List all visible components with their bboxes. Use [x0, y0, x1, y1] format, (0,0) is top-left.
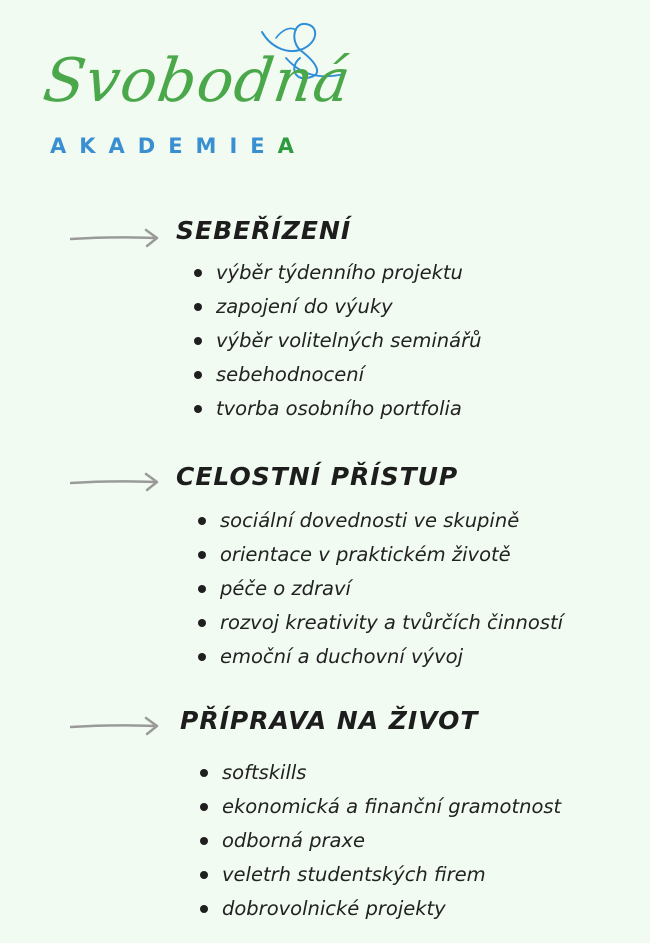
list-item	[194, 358, 481, 392]
list-item-text: odborná praxe	[222, 829, 366, 852]
logo	[0, 0, 380, 170]
list-item	[198, 504, 563, 538]
logo-akademie-green: A	[277, 134, 307, 158]
list-item	[194, 324, 481, 358]
list-item-text: veletrh studentských firem	[222, 863, 486, 886]
list-item-text: sociální dovednosti ve skupině	[220, 509, 520, 532]
list-item-text: zapojení do výuky	[216, 295, 393, 318]
list-item-text: softskills	[222, 761, 307, 784]
list-item-text: orientace v praktickém životě	[220, 543, 511, 566]
list-item	[198, 606, 563, 640]
item-list	[200, 756, 561, 926]
arrow-right-icon	[70, 716, 162, 736]
list-item	[200, 790, 561, 824]
section-title: PŘÍPRAVA NA ŽIVOT	[180, 706, 479, 735]
list-item	[200, 824, 561, 858]
list-item	[198, 572, 563, 606]
bullet-icon	[194, 303, 202, 311]
bullet-icon	[194, 269, 202, 277]
list-item	[198, 640, 563, 674]
list-item	[200, 756, 561, 790]
bullet-icon	[198, 619, 206, 627]
section-title: CELOSTNÍ PŘÍSTUP	[176, 462, 459, 491]
bullet-icon	[198, 585, 206, 593]
list-item-text: rozvoj kreativity a tvůrčích činností	[220, 611, 564, 634]
bullet-icon	[200, 871, 208, 879]
bullet-icon	[198, 653, 206, 661]
list-item	[194, 392, 481, 426]
list-item-text: výběr volitelných seminářů	[216, 329, 482, 352]
section-title: SEBEŘÍZENÍ	[176, 216, 352, 245]
bullet-icon	[194, 337, 202, 345]
arrow-right-icon	[70, 472, 162, 492]
bullet-icon	[200, 905, 208, 913]
list-item	[200, 858, 561, 892]
item-list	[198, 504, 563, 674]
bullet-icon	[200, 803, 208, 811]
list-item-text: výběr týdenního projektu	[216, 261, 463, 284]
list-item-text: dobrovolnické projekty	[222, 897, 446, 920]
logo-akademie-text	[50, 134, 307, 158]
list-item-text: tvorba osobního portfolia	[216, 397, 462, 420]
list-item-text: sebehodnocení	[216, 363, 364, 386]
logo-script-text: Svobodná	[39, 46, 356, 116]
bullet-icon	[200, 769, 208, 777]
list-item-text: péče o zdraví	[220, 577, 351, 600]
bullet-icon	[198, 517, 206, 525]
bullet-icon	[194, 371, 202, 379]
list-item	[200, 892, 561, 926]
list-item	[194, 290, 481, 324]
bullet-icon	[200, 837, 208, 845]
list-item-text: emoční a duchovní vývoj	[220, 645, 463, 668]
bullet-icon	[198, 551, 206, 559]
list-item-text: ekonomická a finanční gramotnost	[222, 795, 562, 818]
arrow-right-icon	[70, 228, 162, 248]
list-item	[194, 256, 481, 290]
list-item	[198, 538, 563, 572]
logo-akademie-blue: AKADEMIE	[50, 134, 278, 158]
item-list	[194, 256, 481, 426]
bullet-icon	[194, 405, 202, 413]
